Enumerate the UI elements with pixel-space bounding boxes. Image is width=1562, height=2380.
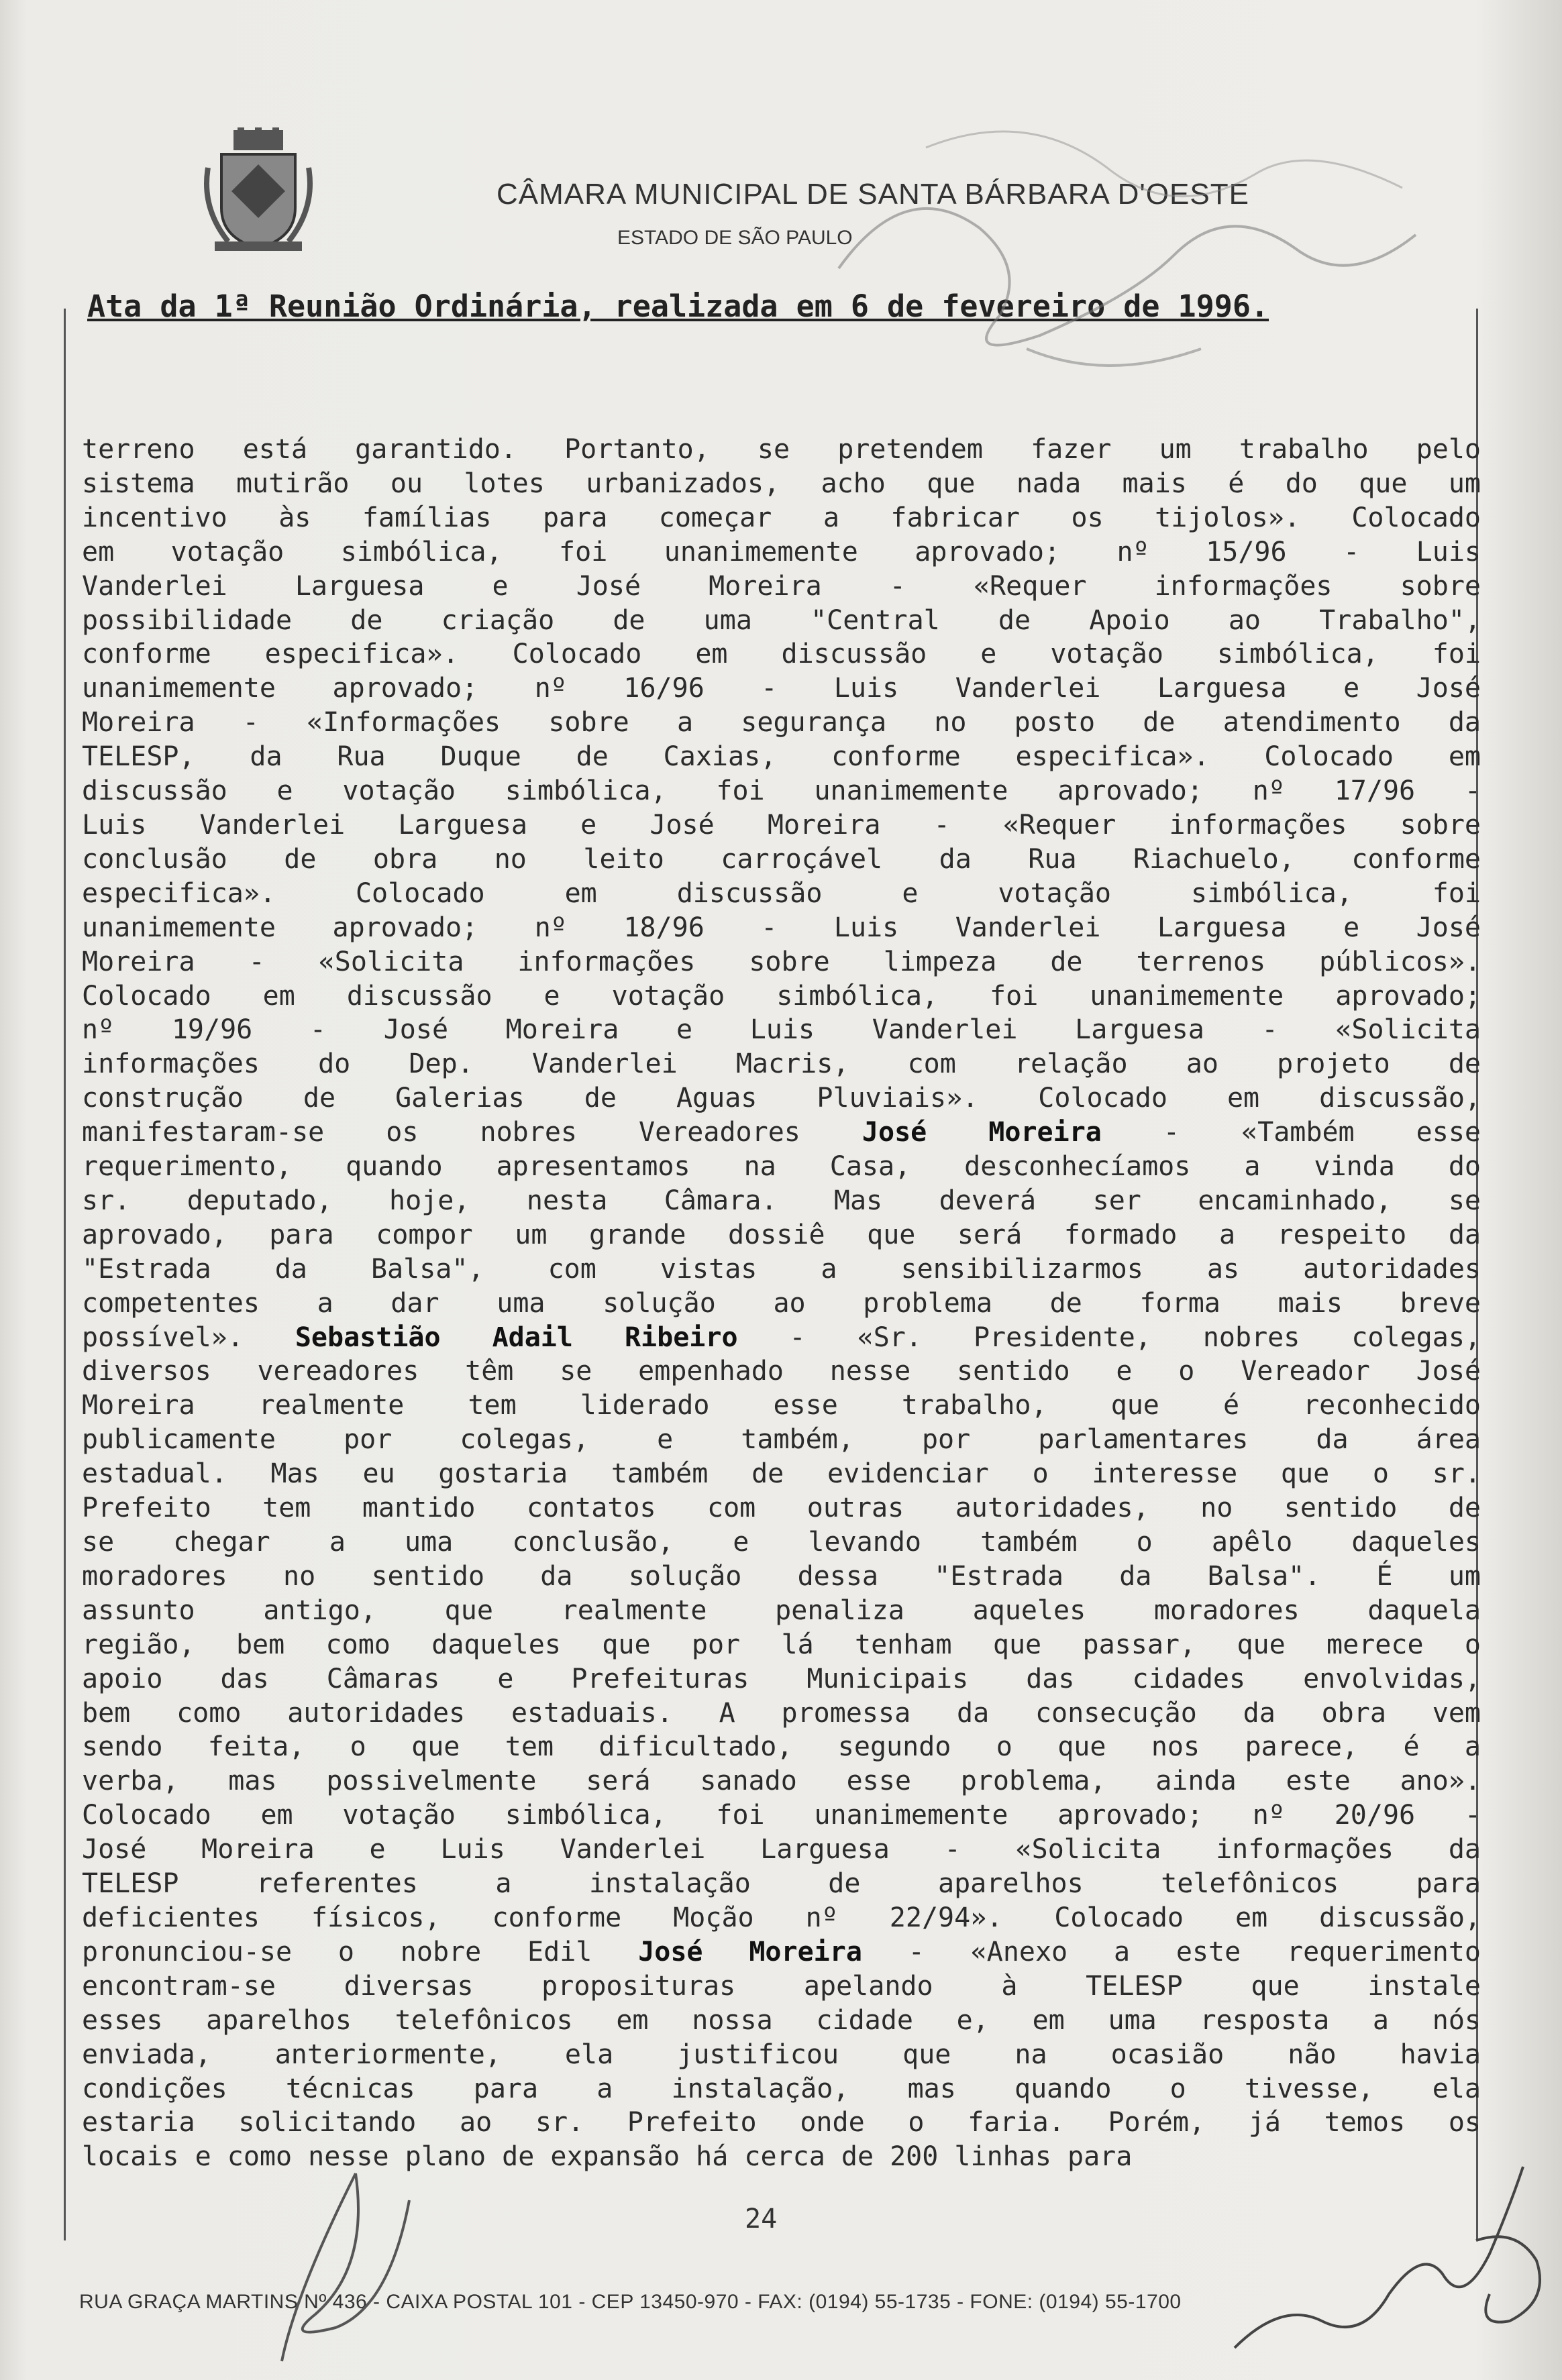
- body-line: condições técnicas para a instalação, mas quando o tivesse, ela: [82, 2073, 1481, 2104]
- body-line: estadual. Mas eu gostaria também de evidenciar o interesse que o sr.: [82, 1458, 1481, 1490]
- body-line: Luis Vanderlei Larguesa e José Moreira - «Requer informações sobre: [82, 809, 1481, 841]
- handwritten-signature-bottom-right-icon: [1221, 2147, 1557, 2375]
- body-line: nº 19/96 - José Moreira e Luis Vanderlei Larguesa - «Solicita: [82, 1014, 1481, 1046]
- body-line: Vanderlei Larguesa e José Moreira - «Requer informações sobre: [82, 570, 1481, 602]
- body-line: especifica». Colocado em discussão e votação simbólica, foi: [82, 877, 1481, 909]
- body-line: competentes a dar uma solução ao problema de forma mais breve: [82, 1287, 1481, 1319]
- body-line: possível». Sebastião Adail Ribeiro - «Sr. Presidente, nobres colegas,: [82, 1321, 1481, 1353]
- body-line: verba, mas possivelmente será sanado esse problema, ainda este ano».: [82, 1766, 1481, 1797]
- body-line: Prefeito tem mantido contatos com outras autoridades, no sentido de: [82, 1493, 1481, 1524]
- body-line: sistema mutirão ou lotes urbanizados, acho que nada mais é do que um: [82, 468, 1481, 499]
- body-line: Moreira - «Informações sobre a segurança no posto de atendimento da: [82, 707, 1481, 739]
- body-line: terreno está garantido. Portanto, se pretendem fazer um trabalho pelo: [82, 434, 1481, 465]
- body-line: conforme especifica». Colocado em discussão e votação simbólica, foi: [82, 639, 1481, 670]
- body-line: incentivo às famílias para começar a fabricar os tijolos». Colocado: [82, 502, 1481, 533]
- body-line: apoio das Câmaras e Prefeituras Municipais das cidades envolvidas,: [82, 1663, 1481, 1694]
- body-line: moradores no sentido da solução dessa "Estrada da Balsa". É um: [82, 1560, 1481, 1592]
- body-line: enviada, anteriormente, ela justificou que na ocasião não havia: [82, 2039, 1481, 2070]
- body-line: sendo feita, o que tem dificultado, segundo o que nos parece, é a: [82, 1731, 1481, 1763]
- body-line: unanimemente aprovado; nº 16/96 - Luis Vanderlei Larguesa e José: [82, 673, 1481, 704]
- body-line: construção de Galerias de Aguas Pluviais». Colocado em discussão,: [82, 1083, 1481, 1114]
- body-line: informações do Dep. Vanderlei Macris, com relação ao projeto de: [82, 1048, 1481, 1080]
- body-line: encontram-se diversas proposituras apelando à TELESP que instale: [82, 1970, 1481, 2002]
- body-line: manifestaram-se os nobres Vereadores José Moreira - «Também esse: [82, 1117, 1481, 1148]
- minutes-title: Ata da 1ª Reunião Ordinária, realizada em 6 de fevereiro de 1996.: [87, 288, 1269, 324]
- body-line: deficientes físicos, conforme Moção nº 22/94». Colocado em discussão,: [82, 1902, 1481, 1933]
- body-line: estaria solicitando ao sr. Prefeito onde o faria. Porém, já temos os: [82, 2107, 1481, 2139]
- body-line: em votação simbólica, foi unanimemente aprovado; nº 15/96 - Luis: [82, 536, 1481, 567]
- body-line: bem como autoridades estaduais. A promessa da consecução da obra vem: [82, 1697, 1481, 1729]
- body-line: possibilidade de criação de uma "Central de Apoio ao Trabalho",: [82, 604, 1481, 636]
- handwritten-signature-top-icon: [825, 94, 1429, 402]
- body-line: Colocado em discussão e votação simbólica, foi unanimemente aprovado;: [82, 980, 1481, 1012]
- body-line: Colocado em votação simbólica, foi unanimemente aprovado; nº 20/96 -: [82, 1800, 1481, 1831]
- body-line: Moreira - «Solicita informações sobre limpeza de terrenos públicos».: [82, 946, 1481, 977]
- institution-name: CÂMARA MUNICIPAL DE SANTA BÁRBARA D'OESTE: [497, 178, 1249, 211]
- body-line: conclusão de obra no leito carroçável da Rua Riachuelo, conforme: [82, 843, 1481, 875]
- body-line: esses aparelhos telefônicos em nossa cidade e, em uma resposta a nós: [82, 2004, 1481, 2036]
- body-line: Moreira realmente tem liderado esse trabalho, que é reconhecido: [82, 1390, 1481, 1421]
- body-line: sr. deputado, hoje, nesta Câmara. Mas deverá ser encaminhado, se: [82, 1185, 1481, 1216]
- body-line: "Estrada da Balsa", com vistas a sensibilizarmos as autoridades: [82, 1253, 1481, 1285]
- body-line: aprovado, para compor um grande dossiê que será formado a respeito da: [82, 1219, 1481, 1250]
- minutes-body: [82, 433, 1481, 2174]
- left-margin-rule: [64, 309, 66, 2240]
- body-line: José Moreira e Luis Vanderlei Larguesa - «Solicita informações da: [82, 1834, 1481, 1865]
- body-line: unanimemente aprovado; nº 18/96 - Luis Vanderlei Larguesa e José: [82, 912, 1481, 943]
- body-line: TELESP referentes a instalação de aparelhos telefônicos para: [82, 1868, 1481, 1900]
- body-line: publicamente por colegas, e também, por parlamentares da área: [82, 1424, 1481, 1456]
- footer-address: RUA GRAÇA MARTINS Nº 436 - CAIXA POSTAL 101 - CEP 13450-970 - FAX: (0194) 55-1735 - FONE: (0194) 55-1700: [79, 2291, 1182, 2313]
- body-line: requerimento, quando apresentamos na Casa, desconhecíamos a vinda do: [82, 1151, 1481, 1183]
- body-line: assunto antigo, que realmente penaliza aqueles moradores daquela: [82, 1594, 1481, 1626]
- municipal-coat-of-arms-icon: [201, 127, 315, 255]
- body-line: diversos vereadores têm se empenhado nesse sentido e o Vereador José: [82, 1356, 1481, 1387]
- body-line: discussão e votação simbólica, foi unanimemente aprovado; nº 17/96 -: [82, 775, 1481, 807]
- body-line: TELESP, da Rua Duque de Caxias, conforme especifica». Colocado em: [82, 741, 1481, 773]
- body-line: pronunciou-se o nobre Edil José Moreira - «Anexo a este requerimento: [82, 1936, 1481, 1967]
- body-line: região, bem como daqueles que por lá tenham que passar, que merece o: [82, 1629, 1481, 1660]
- body-line: locais e como nesse plano de expansão há cerca de 200 linhas para: [82, 2141, 1133, 2173]
- handwritten-signature-bottom-left-icon: [255, 2160, 429, 2375]
- page-number: 24: [745, 2204, 778, 2234]
- state-name: ESTADO DE SÃO PAULO: [617, 227, 853, 249]
- body-line: se chegar a uma conclusão, e levando também o apêlo daqueles: [82, 1527, 1481, 1558]
